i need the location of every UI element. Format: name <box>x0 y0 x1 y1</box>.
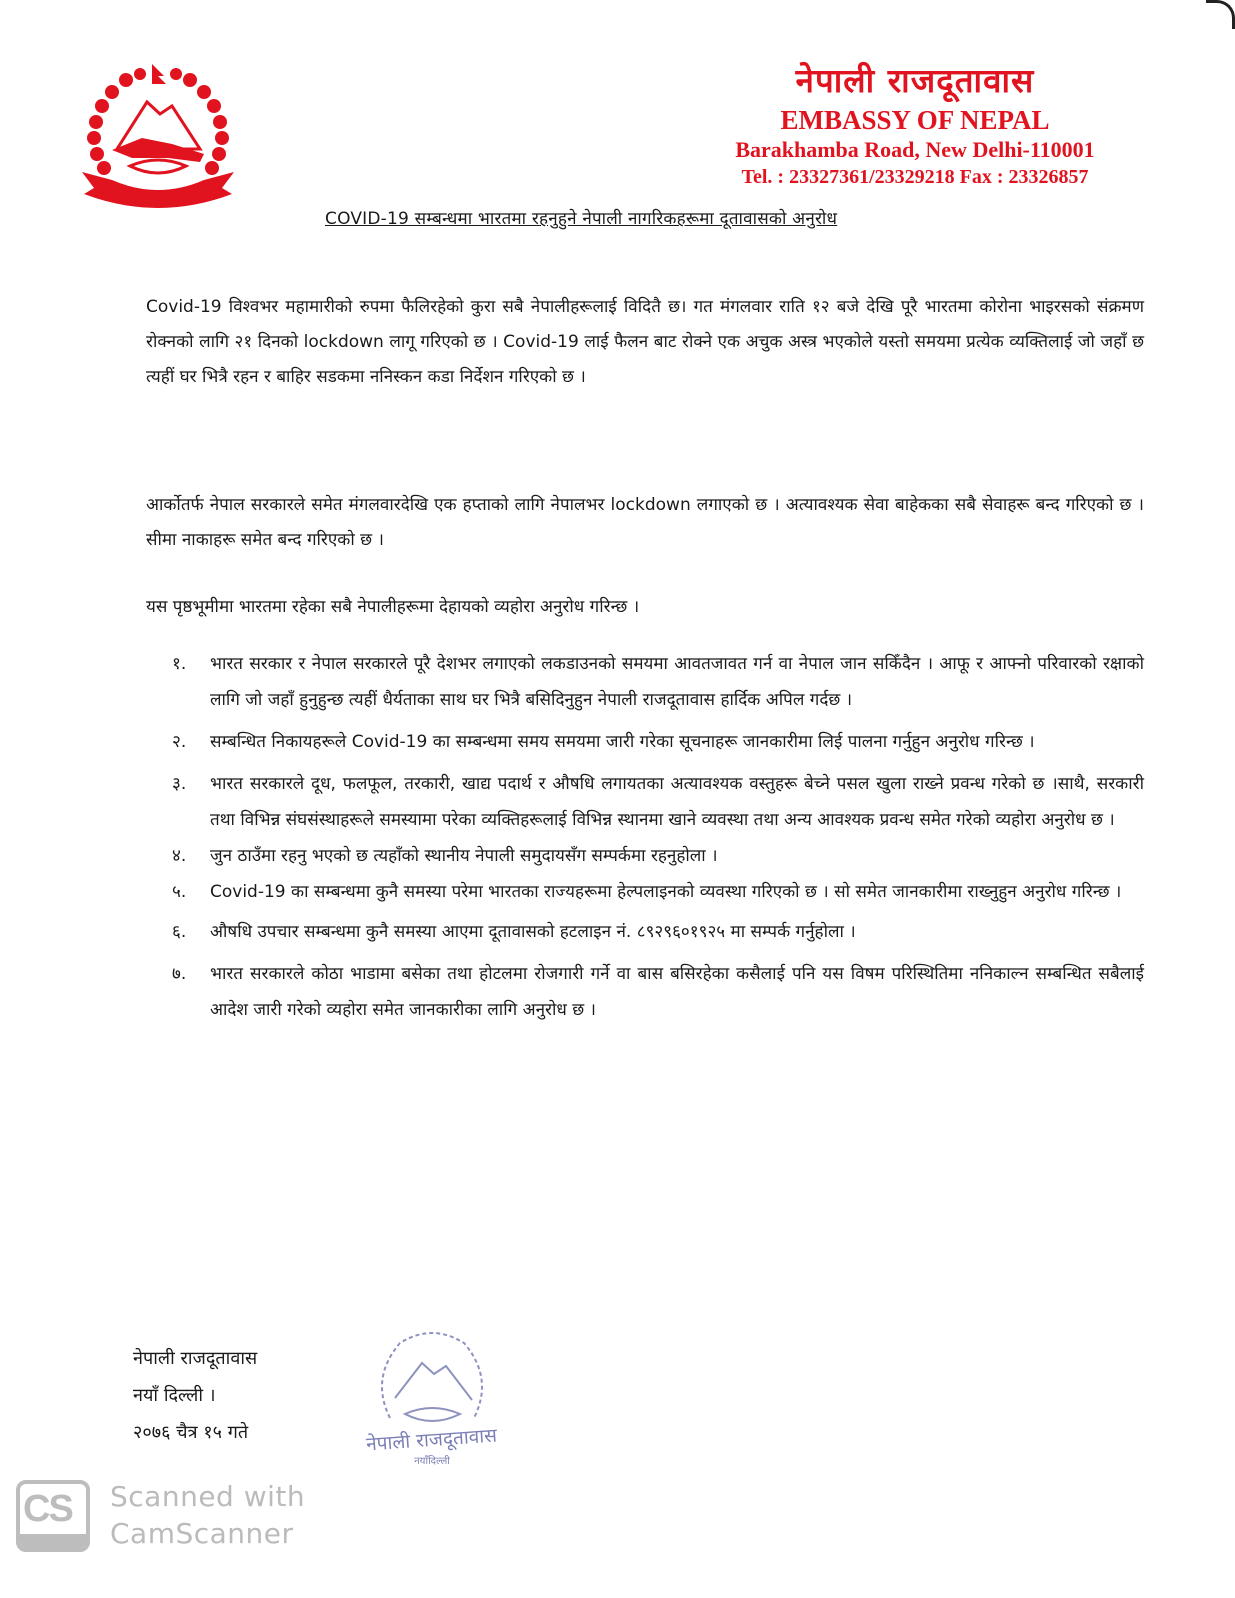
list-item-number: १. <box>172 654 187 674</box>
list-item-text: जुन ठाउँमा रहनु भएको छ त्यहाँको स्थानीय नेपाली समुदायसँग सम्पर्कमा रहनुहोला । <box>210 846 718 866</box>
nepal-map-icon <box>112 138 204 162</box>
list-item-text: Covid-19 का सम्बन्धमा कुनै समस्या परेमा भारतका राज्यहरूमा हेल्पलाइनको व्यवस्था गरिएको छ । सो समेत जानकारीमा राख्नुहुन अनुरोध गरिन्छ । <box>210 882 1122 902</box>
camscanner-text <box>110 1478 305 1552</box>
page-corner-mark <box>1206 0 1235 29</box>
list-item <box>172 646 1144 718</box>
list-item-number: ३. <box>172 774 187 794</box>
list-item <box>172 724 1144 760</box>
handshake-icon <box>130 160 186 173</box>
embassy-contact: Tel. : 23327361/23329218 Fax : 23326857 <box>741 166 1089 188</box>
ribbon-banner-icon <box>82 172 234 208</box>
list-item <box>172 874 1144 910</box>
list-item-number: ४. <box>172 846 187 866</box>
signature-date: २०७६ चैत्र १५ गते <box>133 1422 249 1443</box>
camscanner-line1: Scanned with <box>110 1480 306 1513</box>
list-item <box>172 766 1144 838</box>
list-item-text: औषधि उपचार सम्बन्धमा कुनै समस्या आएमा दूतावासको हटलाइन नं. ८९२९६०१९२५ मा सम्पर्क गर्नुहोला । <box>210 922 856 942</box>
paragraph-nepal-lockdown: आर्कोतर्फ नेपाल सरकारले समेत मंगलवारदेखि एक हप्ताको लागि नेपालभर lockdown लगाएको छ । अत्यावश्यक सेवा बाहेकका सबै सेवाहरू बन्द गरिएको छ । सीमा नाकाहरू समेत बन्द गरिएको छ । <box>146 495 1144 550</box>
embassy-name-english: EMBASSY OF NEPAL <box>780 105 1050 135</box>
list-item-number: ५. <box>172 882 187 902</box>
seal-wreath-icon <box>382 1333 482 1418</box>
list-item-text: भारत सरकार र नेपाल सरकारले पूरै देशभर लगाएको लकडाउनको समयमा आवतजावत गर्न वा नेपाल जान सकिँदैन । आफू र आफ्नो परिवारको रक्षाको लागि जो जहाँ हुनुहुन्छ त्यहीं धैर्यताका साथ घर भित्रै बसिदिनुहुन नेपाली राजदूतावास हार्दिक अपिल गर्दछ । <box>210 654 1144 710</box>
document-subject: COVID-19 सम्बन्धमा भारतमा रहनुहुने नेपाली नागरिकहरूमा दूतावासको अनुरोध <box>325 209 838 229</box>
nepal-emblem-logo <box>72 54 244 214</box>
camscanner-logo-icon <box>16 1480 90 1552</box>
list-item <box>172 956 1144 1028</box>
list-item-number: ७. <box>172 964 187 984</box>
paragraph-intro: Covid-19 विश्वभर महामारीको रुपमा फैलिरहेको कुरा सबै नेपालीहरूलाई विदितै छ। गत मंगलवार राति १२ बजे देखि पूरै भारतमा कोरोना भाइरसको संक्रमण रोक्नको लागि २१ दिनको lockdown लागू गरिएको छ । Covid-19 लाई फैलन बाट रोक्ने एक अचुक अस्त्र भएकोले यस्तो समयमा प्रत्येक व्यक्तिलाई जो जहाँ छ त्यहीं घर भित्रै रहन र बाहिर सडकमा ननिस्कन कडा निर्देशन गरिएको छ । <box>146 297 1144 387</box>
signature-office: नेपाली राजदूतावास <box>133 1348 258 1369</box>
camscanner-line2: CamScanner <box>110 1517 294 1550</box>
list-item-number: ६. <box>172 922 187 942</box>
list-item-text: सम्बन्धित निकायहरूले Covid-19 का सम्बन्धमा समय समयमा जारी गरेका सूचनाहरू जानकारीमा लिई पालना गर्नुहुन अनुरोध गरिन्छ । <box>210 732 1035 752</box>
camscanner-watermark <box>14 1478 314 1558</box>
paragraph-request-intro: यस पृष्ठभूमीमा भारतमा रहेका सबै नेपालीहरूमा देहायको व्यहोरा अनुरोध गरिन्छ । <box>146 597 640 617</box>
official-seal-stamp <box>350 1318 515 1468</box>
seal-text: नेपाली राजदूतावास <box>365 1424 498 1456</box>
list-item-text: भारत सरकारले दूध, फलफूल, तरकारी, खाद्य पदार्थ र औषधि लगायतका अत्यावश्यक वस्तुहरू बेच्ने पसल खुला राख्ने प्रवन्ध गरेको छ ।साथै, सरकारी तथा विभिन्न संघसंस्थाहरूले समस्यामा परेका व्यक्तिहरूलाई विभिन्न स्थानमा खाने व्यवस्था तथा अन्य आवश्यक प्रवन्ध समेत गरेको व्यहोरा अनुरोध छ । <box>210 774 1144 830</box>
list-item <box>172 838 1144 874</box>
signature-city: नयाँ दिल्ली । <box>133 1385 216 1406</box>
seal-subtext: नयाँदिल्ली <box>414 1456 450 1467</box>
list-item <box>172 914 1144 950</box>
embassy-address: Barakhamba Road, New Delhi-110001 <box>735 137 1095 162</box>
signature-block <box>133 1340 257 1451</box>
list-item-text: भारत सरकारले कोठा भाडामा बसेका तथा होटलमा रोजगारी गर्ने वा बास बसिरहेका कसैलाई पनि यस विषम परिस्थितिमा ननिकाल्न सम्बन्धित सबैलाई आदेश जारी गरेको व्यहोरा समेत जानकारीका लागि अनुरोध छ । <box>210 964 1144 1020</box>
embassy-name-nepali: नेपाली राजदूतावास <box>795 61 1035 100</box>
camscanner-logo-text: CS <box>23 1488 72 1530</box>
seal-handshake-icon <box>405 1408 460 1421</box>
list-item-number: २. <box>172 732 187 752</box>
seal-mountain-icon <box>395 1363 472 1400</box>
flag-icon <box>152 64 166 84</box>
letterhead <box>700 58 1130 190</box>
request-list <box>172 646 1144 1028</box>
